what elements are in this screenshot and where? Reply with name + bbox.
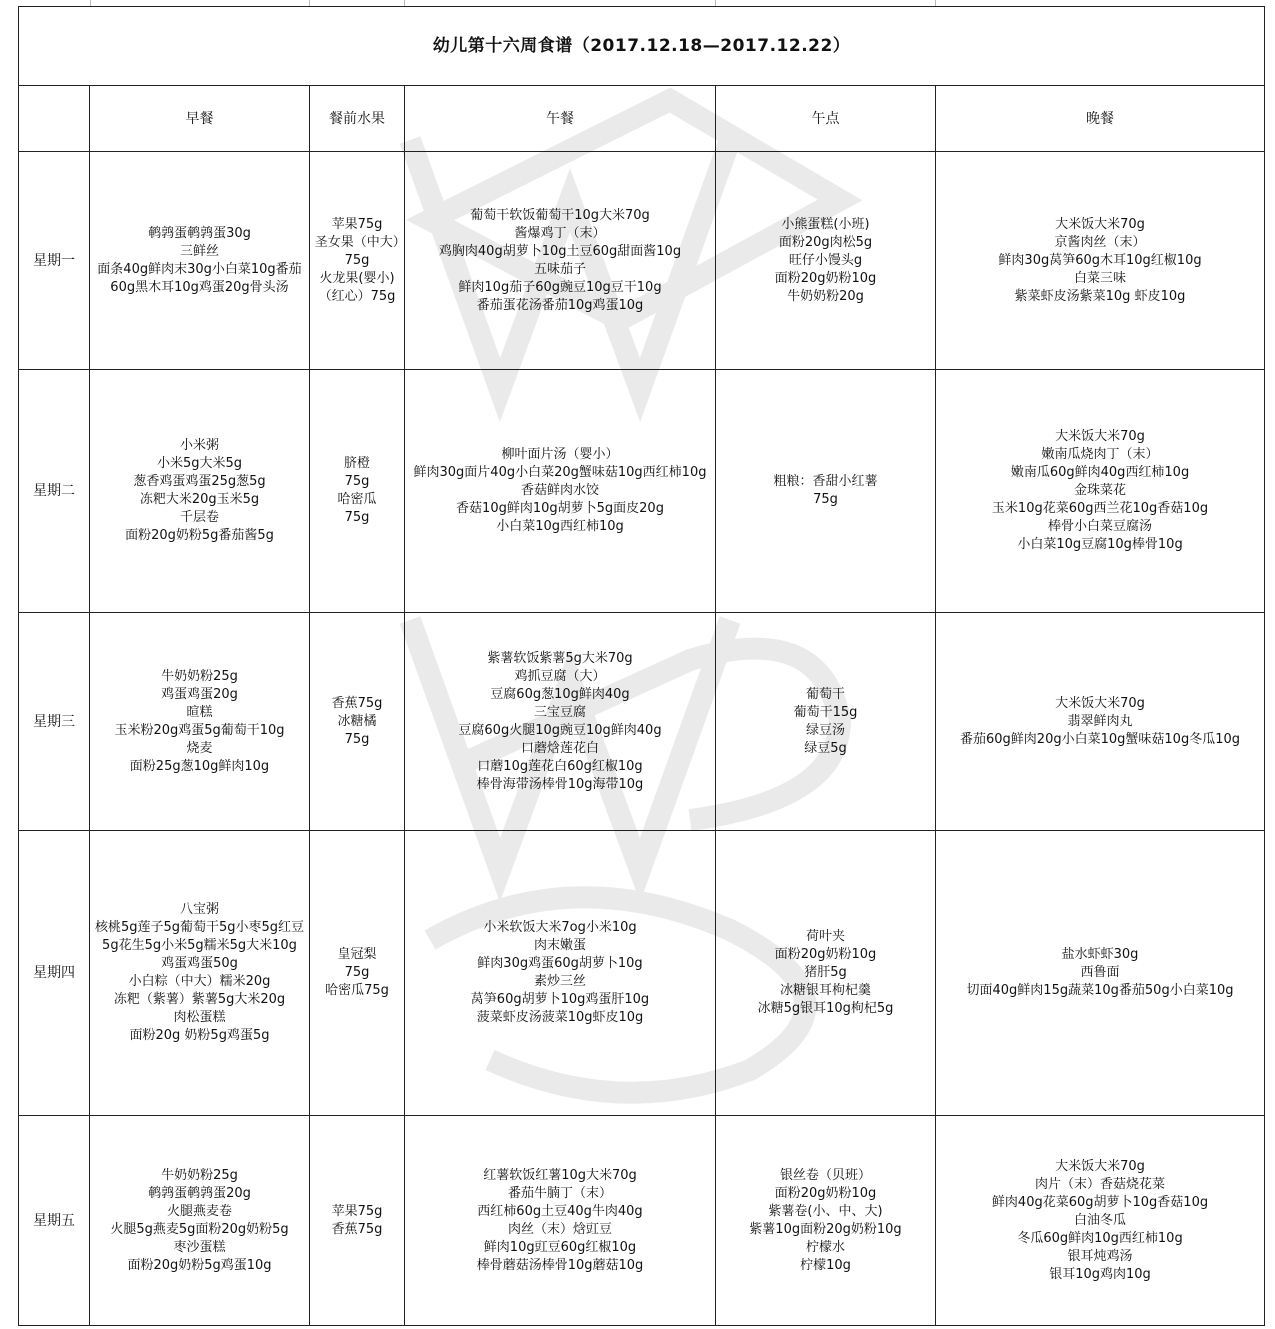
- menu-line: 番茄蛋花汤番茄10g鸡蛋10g: [476, 297, 644, 313]
- menu-line: 绿豆汤: [805, 722, 845, 738]
- menu-line: 大米饭大米70g: [1055, 216, 1145, 232]
- day-label: 星期一: [19, 152, 90, 370]
- menu-line: 棒骨蘑菇汤棒骨10g蘑菇10g: [476, 1257, 644, 1273]
- dinner-cell: [936, 152, 1265, 370]
- day-label: 星期三: [19, 613, 90, 831]
- breakfast-cell: [90, 613, 310, 831]
- menu-line: 白菜三味: [1074, 270, 1127, 286]
- dinner-cell: [936, 1116, 1265, 1326]
- day-row: [19, 152, 1265, 370]
- menu-line: 银耳10g鸡肉10g: [1049, 1266, 1151, 1282]
- menu-line: 小白菜10g西红柿10g: [496, 519, 624, 534]
- menu-line: 口蘑焓莲花白: [520, 740, 599, 756]
- breakfast-cell: [90, 152, 310, 370]
- menu-line: 肉丝（末）焓豇豆: [507, 1221, 612, 1237]
- menu-line: 京酱肉丝（末）: [1054, 234, 1146, 250]
- menu-line: 皇冠梨: [337, 947, 377, 962]
- menu-line: 圣女果（中大）75g: [314, 234, 400, 268]
- menu-line: 冻粑大米20g玉米5g: [139, 492, 260, 507]
- menu-line: 鲜肉30g莴笋60g木耳10g红椒10g: [998, 252, 1202, 268]
- menu-line: 面粉20g奶粉10g: [774, 947, 877, 962]
- menu-line: 鸡抓豆腐（大）: [514, 668, 606, 684]
- menu-line: 旺仔小馒头g: [788, 252, 863, 268]
- menu-line: 柳叶面片汤（婴小）: [501, 447, 619, 462]
- breakfast-cell: [90, 1116, 310, 1326]
- menu-line: 75g: [344, 965, 370, 980]
- menu-line: 牛奶奶粉25g: [161, 1167, 238, 1183]
- menu-line: 鸡蛋鸡蛋50g: [161, 956, 238, 971]
- menu-line: 鲜肉10g豇豆60g红椒10g: [483, 1239, 637, 1255]
- menu-line: 面粉20g奶粉5g番茄酱5g: [125, 528, 274, 543]
- menu-line: 烧麦: [186, 740, 213, 756]
- menu-line: 千层卷: [179, 510, 219, 525]
- menu-line: 脐橙: [343, 456, 370, 471]
- menu-line: 柠檬10g: [800, 1257, 851, 1273]
- menu-line: 小米软饭大米7og小米10g: [483, 920, 637, 935]
- menu-line: 八宝粥: [179, 902, 219, 917]
- menu-line: 75g: [813, 492, 838, 507]
- menu-line: 面粉20g肉松5g: [778, 234, 873, 250]
- menu-line: 棒骨小白菜豆腐汤: [1048, 519, 1153, 534]
- day-row: [19, 370, 1265, 613]
- menu-line: 白油冬瓜: [1074, 1212, 1127, 1228]
- fruit-cell: [310, 831, 405, 1116]
- menu-line: 牛奶奶粉20g: [787, 288, 864, 304]
- menu-line: 盐水虾虾30g: [1061, 947, 1139, 962]
- menu-line: 冰糖橘: [337, 713, 377, 729]
- lunch-cell: [405, 1116, 716, 1326]
- menu-line: 香蕉75g: [331, 695, 383, 711]
- menu-line: 冰糖银耳枸杞羹: [779, 983, 871, 998]
- day-row: [19, 1116, 1265, 1326]
- menu-line: 荷叶夹: [805, 929, 845, 944]
- lunch-cell: [405, 831, 716, 1116]
- menu-line: 鸡胸肉40g胡萝卜10g土豆60g甜面酱10g: [438, 243, 682, 259]
- page-title: 幼儿第十六周食谱（2017.12.18—2017.12.22）: [19, 7, 1265, 86]
- menu-line: 番茄60g鲜肉20g小白菜10g蟹味菇10g冬瓜10g: [960, 731, 1240, 747]
- menu-line: 火腿5g燕麦5g面粉20g奶粉5g: [110, 1221, 289, 1237]
- menu-line: 金珠菜花: [1074, 483, 1127, 498]
- snack-cell: [716, 370, 936, 613]
- menu-line: 小米粥: [179, 438, 219, 453]
- menu-line: 肉松蛋糕: [173, 1010, 226, 1025]
- header-snack: 午点: [716, 86, 936, 152]
- menu-line: 小白菜10g豆腐10g棒骨10g: [1017, 537, 1183, 552]
- menu-line: 肉片（末）香菇烧花菜: [1035, 1176, 1166, 1192]
- breakfast-cell: [90, 370, 310, 613]
- menu-line: 猪肝5g: [804, 965, 847, 980]
- menu-line: 鲜肉40g花菜60g胡萝卜10g香菇10g: [991, 1194, 1209, 1210]
- menu-line: 75g: [344, 474, 370, 489]
- menu-line: 豆腐60g葱10g鲜肉40g: [490, 686, 630, 702]
- menu-line: 紫薯卷(小、中、大): [768, 1203, 883, 1219]
- menu-line: 银耳炖鸡汤: [1067, 1248, 1133, 1264]
- menu-line: 葡萄干15g: [793, 704, 858, 720]
- day-label: 星期四: [19, 831, 90, 1116]
- menu-line: 葱香鸡蛋鸡蛋25g葱5g: [133, 474, 266, 489]
- menu-line: 面粉20g 奶粉5g鸡蛋5g: [129, 1028, 270, 1043]
- menu-line: 绿豆5g: [804, 740, 847, 756]
- lunch-cell: [405, 152, 716, 370]
- menu-line: 小米5g大米5g: [156, 456, 243, 471]
- menu-line: 莴笋60g胡萝卜10g鸡蛋肝10g: [470, 992, 650, 1007]
- menu-line: 玉米10g花菜60g西兰花10g香菇10g: [991, 501, 1209, 516]
- menu-line: 葡萄干软饭葡萄干10g大米70g: [470, 207, 650, 223]
- menu-line: 75g: [344, 731, 370, 747]
- menu-line: 大米饭大米70g: [1055, 695, 1145, 711]
- menu-line: 酱爆鸡丁（末）: [514, 225, 606, 241]
- menu-table: [18, 6, 1265, 1326]
- fruit-cell: [310, 370, 405, 613]
- menu-line: 哈密瓜: [337, 492, 377, 507]
- menu-line: 紫菜虾皮汤紫菜10g 虾皮10g: [1014, 288, 1186, 304]
- snack-cell: [716, 1116, 936, 1326]
- menu-line: 香菇鲜肉水饺: [520, 483, 599, 498]
- menu-line: 苹果75g: [331, 1203, 383, 1219]
- menu-line: 翡翠鲜肉丸: [1067, 713, 1133, 729]
- menu-line: 面粉20g奶粉10g: [774, 1185, 877, 1201]
- menu-line: 柠檬水: [805, 1239, 845, 1255]
- snack-cell: [716, 831, 936, 1116]
- menu-line: 香菇10g鲜肉10g胡萝卜5g面皮20g: [456, 501, 664, 516]
- snack-cell: [716, 152, 936, 370]
- menu-line: 枣沙蛋糕: [173, 1239, 226, 1255]
- menu-line: 西鲁面: [1080, 965, 1120, 980]
- lunch-cell: [405, 613, 716, 831]
- menu-line: 香蕉75g: [331, 1221, 383, 1237]
- menu-line: 火腿燕麦卷: [166, 1203, 232, 1219]
- menu-line: 嫩南瓜烧肉丁（末）: [1041, 447, 1159, 462]
- menu-line: 小白粽（中大）糯米20g: [128, 974, 271, 989]
- menu-line: 豆腐60g火腿10g豌豆10g鲜肉40g: [458, 722, 662, 738]
- dinner-cell: [936, 613, 1265, 831]
- menu-line: 粗粮：香甜小红薯: [773, 474, 878, 489]
- menu-line: 冰糖5g银耳10g枸杞5g: [757, 1001, 894, 1016]
- day-label: 星期五: [19, 1116, 90, 1326]
- header-row: [19, 86, 1265, 152]
- menu-line: 牛奶奶粉25g: [161, 668, 238, 684]
- menu-line: 苹果75g: [331, 216, 383, 232]
- menu-line: 嫩南瓜60g鲜肉40g西红柿10g: [1010, 465, 1190, 480]
- fruit-cell: [310, 613, 405, 831]
- header-breakfast: 早餐: [90, 86, 310, 152]
- menu-line: 素炒三丝: [533, 974, 586, 989]
- menu-line: 玉米粉20g鸡蛋5g葡萄干10g: [114, 722, 285, 738]
- dinner-cell: [936, 370, 1265, 613]
- day-row: [19, 613, 1265, 831]
- menu-line: 五味茄子: [533, 261, 586, 277]
- menu-line: 西红柿60g土豆40g牛肉40g: [477, 1203, 643, 1219]
- menu-line: 鲜肉10g茄子60g豌豆10g豆干10g: [458, 279, 662, 295]
- menu-line: 鹌鹑蛋鹌鹑蛋20g: [148, 1185, 251, 1201]
- header-fruit: 餐前水果: [310, 86, 405, 152]
- menu-line: 面条40g鲜肉末30g小白菜10g番茄60g黑木耳10g鸡蛋20g骨头汤: [97, 261, 302, 295]
- menu-line: 菠菜虾皮汤菠菜10g虾皮10g: [476, 1010, 644, 1025]
- menu-line: 鸡蛋鸡蛋20g: [161, 686, 238, 702]
- menu-line: 小熊蛋糕(小班): [781, 216, 870, 232]
- menu-line: 切面40g鲜肉15g蔬菜10g番茄50g小白菜10g: [966, 983, 1234, 998]
- menu-line: 葡萄干: [805, 686, 845, 702]
- header-corner: [19, 86, 90, 152]
- menu-line: 鲜肉30g鸡蛋60g胡萝卜10g: [477, 956, 643, 971]
- menu-line: 面粉25g葱10g鲜肉10g: [129, 758, 270, 774]
- header-lunch: 午餐: [405, 86, 716, 152]
- menu-line: 75g: [344, 510, 370, 525]
- menu-line: 哈密瓜75g: [325, 983, 389, 998]
- day-label: 星期二: [19, 370, 90, 613]
- menu-line: 棒骨海带汤棒骨10g海带10g: [476, 776, 644, 792]
- menu-line: 口蘑10g莲花白60g红椒10g: [477, 758, 643, 774]
- menu-line: 核桃5g莲子5g葡萄干5g小枣5g红豆5g花生5g小米5g糯米5g大米10g: [94, 920, 305, 953]
- menu-line: 三宝豆腐: [533, 704, 586, 720]
- menu-line: 紫薯软饭紫薯5g大米70g: [487, 650, 633, 666]
- menu-line: 暄糕: [186, 704, 213, 720]
- menu-line: 大米饭大米70g: [1055, 429, 1145, 444]
- menu-line: 火龙果(婴小)（红心）75g: [318, 270, 396, 304]
- breakfast-cell: [90, 831, 310, 1116]
- fruit-cell: [310, 1116, 405, 1326]
- menu-line: 鹌鹑蛋鹌鹑蛋30g: [148, 225, 251, 241]
- header-dinner: 晚餐: [936, 86, 1265, 152]
- menu-line: 银丝卷（贝班）: [779, 1167, 871, 1183]
- menu-line: 三鲜丝: [179, 243, 219, 259]
- lunch-cell: [405, 370, 716, 613]
- menu-line: 肉末嫩蛋: [533, 938, 586, 953]
- menu-line: 红薯软饭红薯10g大米70g: [483, 1167, 637, 1183]
- menu-line: 番茄牛腩丁（末）: [507, 1185, 612, 1201]
- menu-line: 面粉20g奶粉5g鸡蛋10g: [127, 1257, 272, 1273]
- menu-line: 冬瓜60g鲜肉10g西红柿10g: [1017, 1230, 1183, 1246]
- snack-cell: [716, 613, 936, 831]
- menu-line: 面粉20g奶粉10g: [774, 270, 877, 286]
- menu-line: 冻粑（紫薯）紫薯5g大米20g: [113, 992, 286, 1007]
- fruit-cell: [310, 152, 405, 370]
- menu-line: 大米饭大米70g: [1055, 1158, 1145, 1174]
- day-row: [19, 831, 1265, 1116]
- menu-line: 紫薯10g面粉20g奶粉10g: [749, 1221, 902, 1237]
- dinner-cell: [936, 831, 1265, 1116]
- menu-line: 鲜肉30g面片40g小白菜20g蟹味菇10g西红柿10g: [413, 465, 707, 480]
